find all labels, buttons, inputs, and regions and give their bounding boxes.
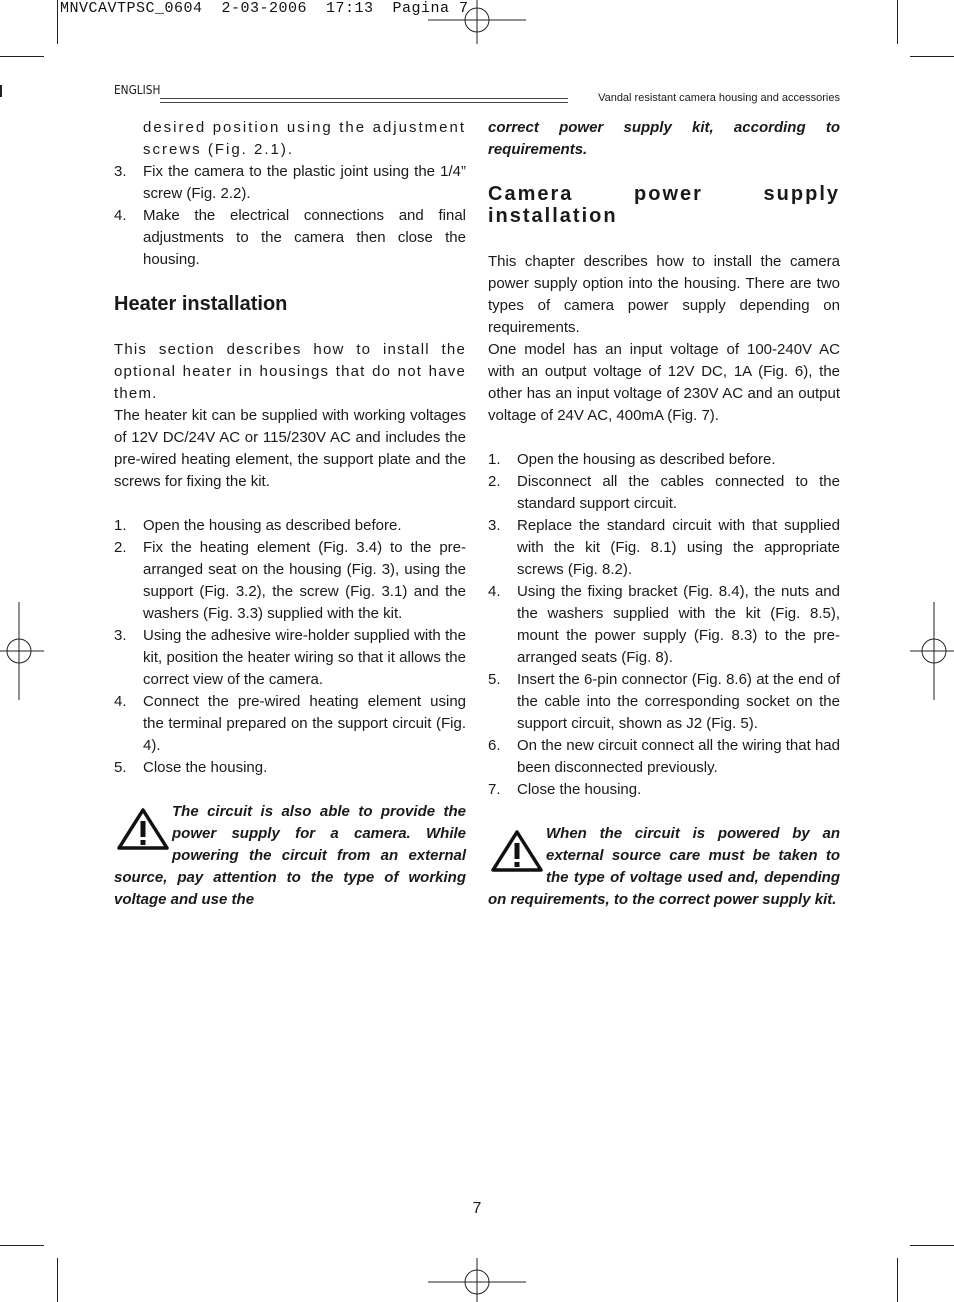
- crop-mark: [0, 1245, 44, 1246]
- registration-mark-icon: [428, 1258, 526, 1302]
- warning-triangle-icon: [114, 807, 172, 851]
- list-item: [114, 205, 466, 271]
- list-item: [488, 471, 840, 515]
- warning-continuation: correct power supply kit, according to requirements.: [488, 119, 840, 158]
- print-slug: MNVCAVTPSC_0604 2-03-2006 17:13 Pagina 7: [60, 0, 469, 17]
- list-text: On the new circuit connect all the wiring that had been disconnected previously.: [517, 737, 840, 776]
- warning-note: [488, 823, 840, 911]
- list-text: Connect the pre-wired heating element using the terminal prepared on the support circuit (Fig. 4).: [143, 693, 466, 754]
- crop-mark: [910, 1245, 954, 1246]
- list-item: [488, 581, 840, 669]
- registration-mark-icon: [428, 0, 526, 44]
- page-number: 7: [472, 1200, 482, 1217]
- list-item: [114, 161, 466, 205]
- crop-mark: [897, 0, 898, 44]
- list-item: [488, 779, 840, 801]
- list-text: Using the adhesive wire-holder supplied with the kit, position the heater wiring so that it allows the correct view of the camera.: [143, 627, 466, 688]
- list-item: [488, 449, 840, 471]
- power-paragraph: One model has an input voltage of 100-240V AC with an output voltage of 12V DC, 1A (Fig. 6), the other has an input voltage of 230V AC and an output voltage of 24V AC, 400mA (Fig. 7).: [488, 341, 840, 424]
- list-item: [488, 669, 840, 735]
- list-item: [114, 515, 466, 537]
- header-rule: [160, 98, 568, 103]
- list-text: Fix the heating element (Fig. 3.4) to the pre-arranged seat on the housing (Fig. 3), using the support (Fig. 3.2), the screw (Fig. 3.1) and the washers (Fig. 3.3) supplied with the kit.: [143, 539, 466, 622]
- heater-paragraph: This section describes how to install the optional heater in housings that do not have them.: [114, 341, 466, 402]
- list-number: 6.: [488, 737, 501, 754]
- crop-mark: [0, 85, 2, 97]
- list-number: 5.: [488, 671, 501, 688]
- registration-mark-icon: [0, 602, 44, 700]
- list-number: 4.: [114, 693, 127, 710]
- header-doc-title: Vandal resistant camera housing and accessories: [598, 92, 840, 104]
- power-supply-heading: Camera power supply installation: [488, 183, 840, 227]
- warning-note: [114, 801, 466, 911]
- list-number: 4.: [488, 583, 501, 600]
- list-text: Open the housing as described before.: [517, 451, 776, 468]
- list-item: [114, 691, 466, 757]
- list-number: 2.: [488, 473, 501, 490]
- list-text: Disconnect all the cables connected to the standard support circuit.: [517, 473, 840, 512]
- crop-mark: [897, 1258, 898, 1302]
- left-column: [114, 117, 466, 911]
- list-item: [114, 757, 466, 779]
- list-item: [488, 515, 840, 581]
- warning-triangle-icon: [488, 829, 546, 873]
- heater-paragraph: The heater kit can be supplied with working voltages of 12V DC/24V AC or 115/230V AC and includes the pre-wired heating element, the support plate and the screws for fixing the kit.: [114, 407, 466, 490]
- list-text: Using the fixing bracket (Fig. 8.4), the nuts and the washers supplied with the kit (Fig. 8.5), mount the power supply (Fig. 8.3) to the pre-arranged seats (Fig. 8).: [517, 583, 840, 666]
- list-text: Open the housing as described before.: [143, 517, 402, 534]
- power-paragraph: This chapter describes how to install the camera power supply option into the housing. There are two types of camera power supply depending on requirements.: [488, 253, 840, 336]
- list-number: 1.: [114, 517, 127, 534]
- list-text: Close the housing.: [143, 759, 268, 776]
- registration-mark-icon: [910, 602, 954, 700]
- header-language: ENGLISH: [114, 83, 161, 97]
- list-item: [114, 537, 466, 625]
- crop-mark: [57, 1258, 58, 1302]
- list-number: 7.: [488, 781, 501, 798]
- right-column: [488, 117, 840, 911]
- list-number: 3.: [114, 163, 127, 180]
- list-text: Replace the standard circuit with that supplied with the kit (Fig. 8.1) using the appropriate screws (Fig. 8.2).: [517, 517, 840, 578]
- heater-heading: Heater installation: [114, 293, 288, 315]
- list-text: Make the electrical connections and final adjustments to the camera then close the housing.: [143, 207, 466, 268]
- list-number: 3.: [488, 517, 501, 534]
- warning-text: When the circuit is powered by an external source care must be taken to the type of voltage used and, depending on requirements, to the correct power supply kit.: [488, 825, 840, 908]
- warning-text: The circuit is also able to provide the power supply for a camera. While powering the circuit from an external source, pay attention to the type of working voltage and use the: [114, 803, 466, 908]
- list-item: [114, 625, 466, 691]
- list-text: Fix the camera to the plastic joint using the 1/4” screw (Fig. 2.2).: [143, 163, 466, 202]
- list-text: Close the housing.: [517, 781, 642, 798]
- list-number: 2.: [114, 539, 127, 556]
- list-number: 4.: [114, 207, 127, 224]
- list-item: [488, 735, 840, 779]
- list-number: 5.: [114, 759, 127, 776]
- list-number: 1.: [488, 451, 501, 468]
- list-number: 3.: [114, 627, 127, 644]
- crop-mark: [57, 0, 58, 44]
- list-item: desired position using the adjustment screws (Fig. 2.1).: [143, 119, 466, 158]
- crop-mark: [0, 56, 44, 57]
- list-text: Insert the 6-pin connector (Fig. 8.6) at the end of the cable into the corresponding socket on the support circuit, shown as J2 (Fig. 5).: [517, 671, 840, 732]
- crop-mark: [910, 56, 954, 57]
